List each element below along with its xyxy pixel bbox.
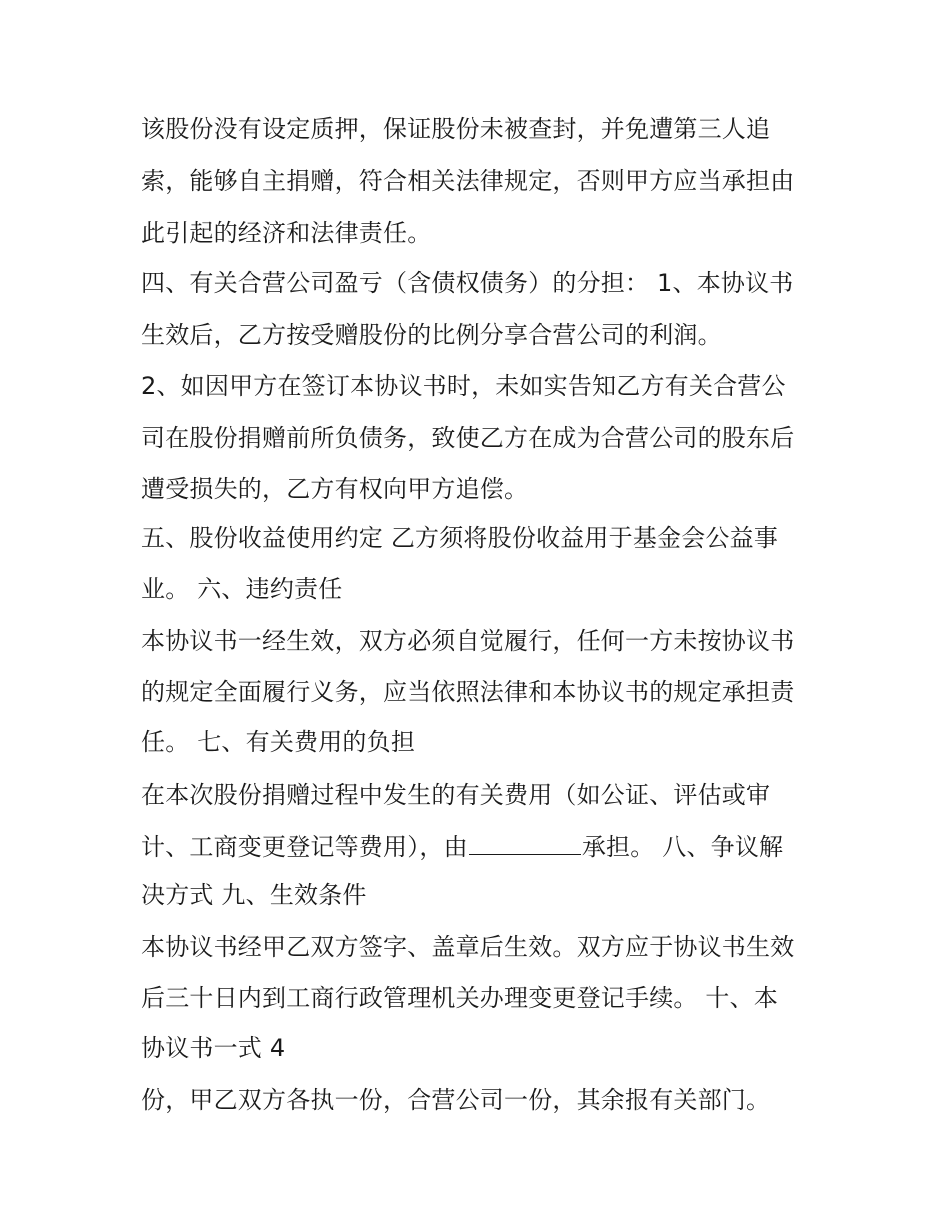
section-heading-line: 任。 七、有关费用的负担 (141, 728, 416, 756)
section-heading-line: 业。 六、违约责任 (141, 575, 343, 603)
section-heading-line: 五、股份收益使用约定 乙方须将股份收益用于基金会公益事 (141, 524, 779, 552)
text-line: 司在股份捐赠前所负债务，致使乙方在成为合营公司的股东后 (141, 424, 795, 452)
fill-in-blank (469, 830, 581, 855)
text-line: 本协议书经甲乙双方签字、盖章后生效。双方应于协议书生效 (141, 933, 795, 961)
text-line: 生效后，乙方按受赠股份的比例分享合营公司的利润。 (141, 321, 722, 349)
text-line: 2、如因甲方在签订本协议书时，未如实告知乙方有关合营公 (141, 372, 786, 400)
text-line-with-blank (141, 830, 783, 862)
text-line: 本协议书一经生效，双方必须自觉履行，任何一方未按协议书 (141, 627, 795, 655)
text-line: 遭受损失的，乙方有权向甲方追偿。 (141, 475, 529, 503)
text-line: 索，能够自主捐赠，符合相关法律规定，否则甲方应当承担由 (141, 167, 795, 195)
text-line: 此引起的经济和法律责任。 (141, 219, 432, 247)
text-line: 份，甲乙双方各执一份，合营公司一份，其余报有关部门。 (141, 1086, 771, 1114)
text-segment: 计、工商变更登记等费用），由 (141, 833, 468, 861)
text-segment: 承担。 八、争议解 (581, 833, 784, 861)
section-heading-line: 决方式 九、生效条件 (141, 881, 367, 909)
text-line: 该股份没有设定质押，保证股份未被查封，并免遭第三人追 (141, 115, 771, 143)
text-line: 协议书一式 4 (141, 1034, 286, 1062)
section-heading-line: 四、有关合营公司盈亏（含债权债务）的分担： 1、本协议书 (141, 269, 794, 297)
text-line: 的规定全面履行义务，应当依照法律和本协议书的规定承担责 (141, 678, 795, 706)
text-line: 在本次股份捐赠过程中发生的有关费用（如公证、评估或审 (141, 781, 771, 809)
text-line: 后三十日内到工商行政管理机关办理变更登记手续。 十、本 (141, 984, 779, 1012)
